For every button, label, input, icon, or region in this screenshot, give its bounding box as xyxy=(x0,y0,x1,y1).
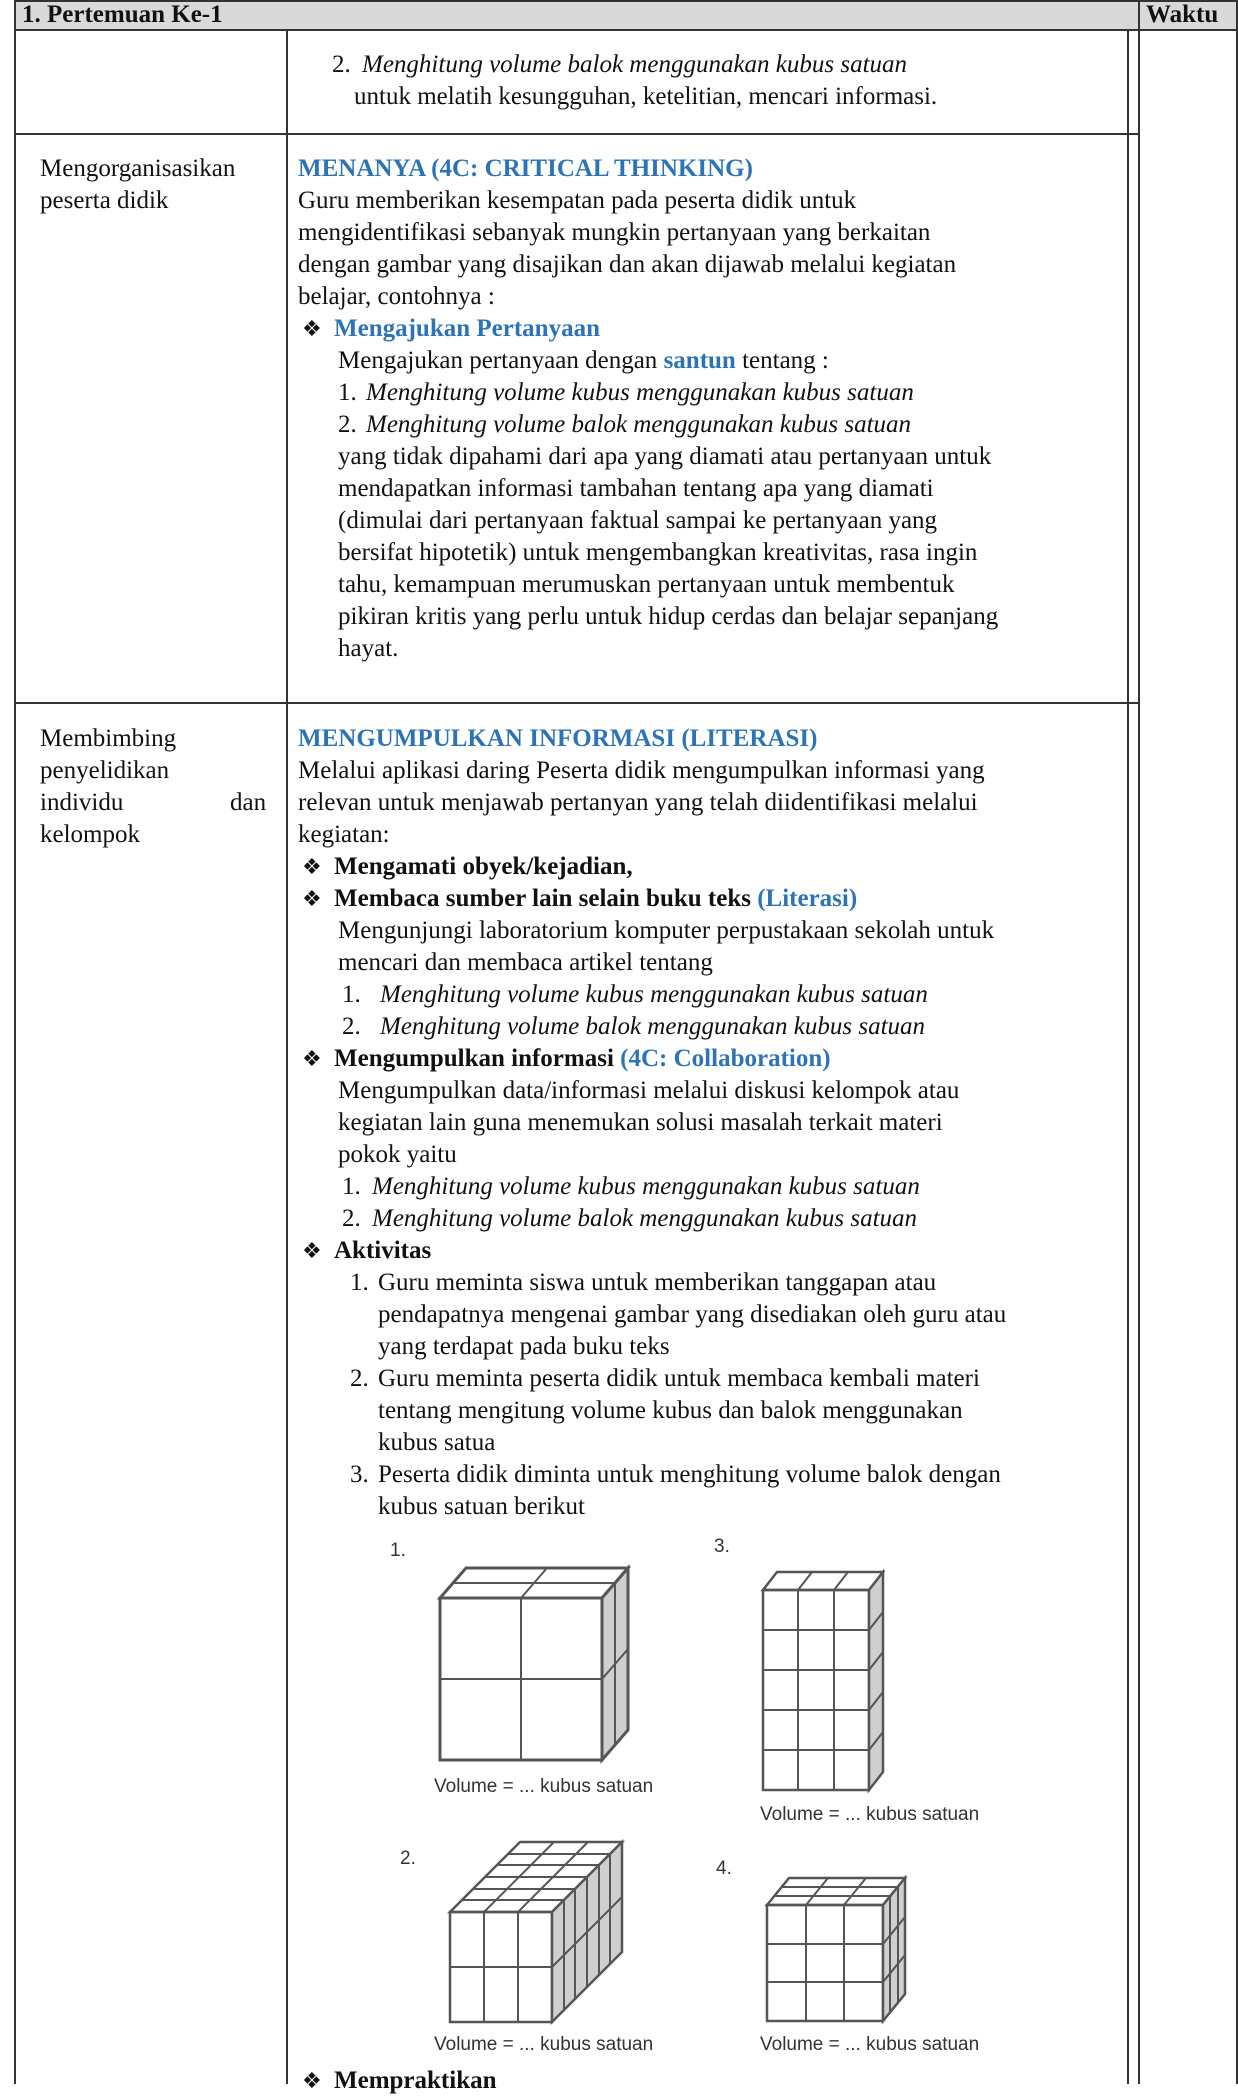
paragraph-line: yang terdapat pada buku teks xyxy=(378,1333,670,1360)
rule xyxy=(286,29,288,2084)
phase-label: dan xyxy=(230,789,267,816)
rule xyxy=(14,702,1138,704)
list-item: Menghitung volume balok menggunakan kubus satuan xyxy=(380,1013,926,1040)
cuboid-shape-3 xyxy=(763,1572,883,1790)
diamond-bullet-icon: ❖ xyxy=(302,854,322,879)
paragraph-line: mendapatkan informasi tambahan tentang apa yang diamati xyxy=(338,475,934,502)
paragraph-line: bersifat hipotetik) untuk mengembangkan kreativitas, rasa ingin xyxy=(338,539,978,566)
paragraph-line: yang tidak dipahami dari apa yang diamati atau pertanyaan untuk xyxy=(338,443,992,470)
emphasis-word: santun xyxy=(663,347,736,374)
paragraph-line: kubus satuan berikut xyxy=(378,1493,585,1520)
unit-cube-figure xyxy=(380,1530,1040,2060)
phase-label: penyelidikan xyxy=(40,757,170,784)
bullet-heading-line xyxy=(334,1042,831,1075)
paragraph-line: kubus satua xyxy=(378,1429,496,1456)
bullet-tag: (4C: Collaboration) xyxy=(620,1045,831,1072)
paragraph-line: pendapatnya mengenai gambar yang disediakan oleh guru atau xyxy=(378,1301,1007,1328)
figure-caption: Volume = ... kubus satuan xyxy=(434,1776,654,1797)
section-heading: MENANYA (4C: CRITICAL THINKING) xyxy=(298,155,753,182)
figure-caption: Volume = ... kubus satuan xyxy=(760,2034,980,2055)
cube-shape-1 xyxy=(440,1568,628,1760)
figure-number: 1. xyxy=(390,1540,406,1561)
list-item: Menghitung volume balok menggunakan kubus satuan xyxy=(362,51,908,78)
section-title: 1. Pertemuan Ke-1 xyxy=(22,1,223,28)
list-number: 1. xyxy=(342,981,361,1008)
diamond-bullet-icon: ❖ xyxy=(302,1046,322,1071)
paragraph-line: untuk melatih kesungguhan, ketelitian, mencari informasi. xyxy=(354,83,938,110)
cuboid-shape-2 xyxy=(450,1842,622,2022)
list-item: Menghitung volume kubus menggunakan kubus satuan xyxy=(366,379,914,406)
bullet-heading-line xyxy=(334,882,857,915)
phase-label: Mengorganisasikan xyxy=(40,155,236,182)
diamond-bullet-icon: ❖ xyxy=(302,316,322,341)
paragraph-line: hayat. xyxy=(338,635,399,662)
paragraph-line: pokok yaitu xyxy=(338,1141,457,1168)
time-column-header: Waktu xyxy=(1146,1,1219,28)
list-number: 2. xyxy=(332,51,351,78)
figure-caption: Volume = ... kubus satuan xyxy=(434,2034,654,2055)
figure-number: 3. xyxy=(714,1536,730,1557)
paragraph-line: pikiran kritis yang perlu untuk hidup cerdas dan belajar sepanjang xyxy=(338,603,999,630)
figure-number: 2. xyxy=(400,1848,416,1869)
paragraph-line xyxy=(338,344,829,377)
paragraph-line: (dimulai dari pertanyaan faktual sampai ke pertanyaan yang xyxy=(338,507,938,534)
bullet-heading: Mengamati obyek/kejadian, xyxy=(334,853,633,880)
list-number: 2. xyxy=(338,411,357,438)
bullet-heading: Mengajukan Pertanyaan xyxy=(334,315,600,342)
rule xyxy=(1138,0,1140,2084)
list-item: Menghitung volume kubus menggunakan kubus satuan xyxy=(380,981,928,1008)
paragraph-line: Guru memberikan kesempatan pada peserta didik untuk xyxy=(298,187,857,214)
list-number: 2. xyxy=(342,1013,361,1040)
cube-shape-4 xyxy=(767,1878,905,2021)
paragraph-line: Mengumpulkan data/informasi melalui diskusi kelompok atau xyxy=(338,1077,960,1104)
paragraph-line: belajar, contohnya : xyxy=(298,283,495,310)
list-item: Menghitung volume kubus menggunakan kubus satuan xyxy=(372,1173,920,1200)
list-item: Menghitung volume balok menggunakan kubus satuan xyxy=(372,1205,918,1232)
list-number: 1. xyxy=(350,1269,369,1296)
paragraph-line: Guru meminta siswa untuk memberikan tanggapan atau xyxy=(378,1269,937,1296)
diamond-bullet-icon: ❖ xyxy=(302,1238,322,1263)
phase-label: Membimbing xyxy=(40,725,177,752)
list-number: 1. xyxy=(338,379,357,406)
bullet-tag: (Literasi) xyxy=(757,885,858,912)
paragraph-line: dengan gambar yang disajikan dan akan dijawab melalui kegiatan xyxy=(298,251,957,278)
paragraph-line: relevan untuk menjawab pertanyan yang telah diidentifikasi melalui xyxy=(298,789,978,816)
paragraph-line: Mengunjungi laboratorium komputer perpustakaan sekolah untuk xyxy=(338,917,995,944)
paragraph-line: Peserta didik diminta untuk menghitung volume balok dengan xyxy=(378,1461,1001,1488)
diamond-bullet-icon: ❖ xyxy=(302,2068,322,2093)
bullet-heading: Mengumpulkan informasi xyxy=(334,1045,614,1072)
figure-number: 4. xyxy=(716,1858,732,1879)
figure-caption: Volume = ... kubus satuan xyxy=(760,1804,980,1825)
rule xyxy=(14,133,1138,135)
list-number: 3. xyxy=(350,1461,369,1488)
phase-label: peserta didik xyxy=(40,187,169,214)
paragraph-line: tahu, kemampuan merumuskan pertanyaan untuk membentuk xyxy=(338,571,955,598)
list-number: 1. xyxy=(342,1173,361,1200)
rule xyxy=(1127,29,1129,2084)
paragraph-line: kegiatan lain guna menemukan solusi masalah terkait materi xyxy=(338,1109,943,1136)
list-item: Menghitung volume balok menggunakan kubus satuan xyxy=(366,411,912,438)
paragraph-line: Melalui aplikasi daring Peserta didik mengumpulkan informasi yang xyxy=(298,757,985,784)
list-number: 2. xyxy=(342,1205,361,1232)
paragraph-line: Guru meminta peserta didik untuk membaca kembali materi xyxy=(378,1365,980,1392)
bullet-heading: Aktivitas xyxy=(334,1237,432,1264)
list-number: 2. xyxy=(350,1365,369,1392)
bullet-heading: Membaca sumber lain selain buku teks xyxy=(334,885,751,912)
paragraph-line: kegiatan: xyxy=(298,821,390,848)
text-fragment: Mengajukan pertanyaan dengan xyxy=(338,347,658,374)
text-fragment: tentang : xyxy=(742,347,829,374)
diamond-bullet-icon: ❖ xyxy=(302,886,322,911)
paragraph-line: mengidentifikasi sebanyak mungkin pertanyaan yang berkaitan xyxy=(298,219,931,246)
section-heading: MENGUMPULKAN INFORMASI (LITERASI) xyxy=(298,725,818,752)
phase-label: individu xyxy=(40,789,124,816)
paragraph-line: mencari dan membaca artikel tentang xyxy=(338,949,713,976)
rule xyxy=(14,0,16,2084)
phase-label: kelompok xyxy=(40,821,140,848)
paragraph-line: tentang mengitung volume kubus dan balok menggunakan xyxy=(378,1397,963,1424)
bullet-heading: Mempraktikan xyxy=(334,2067,497,2094)
